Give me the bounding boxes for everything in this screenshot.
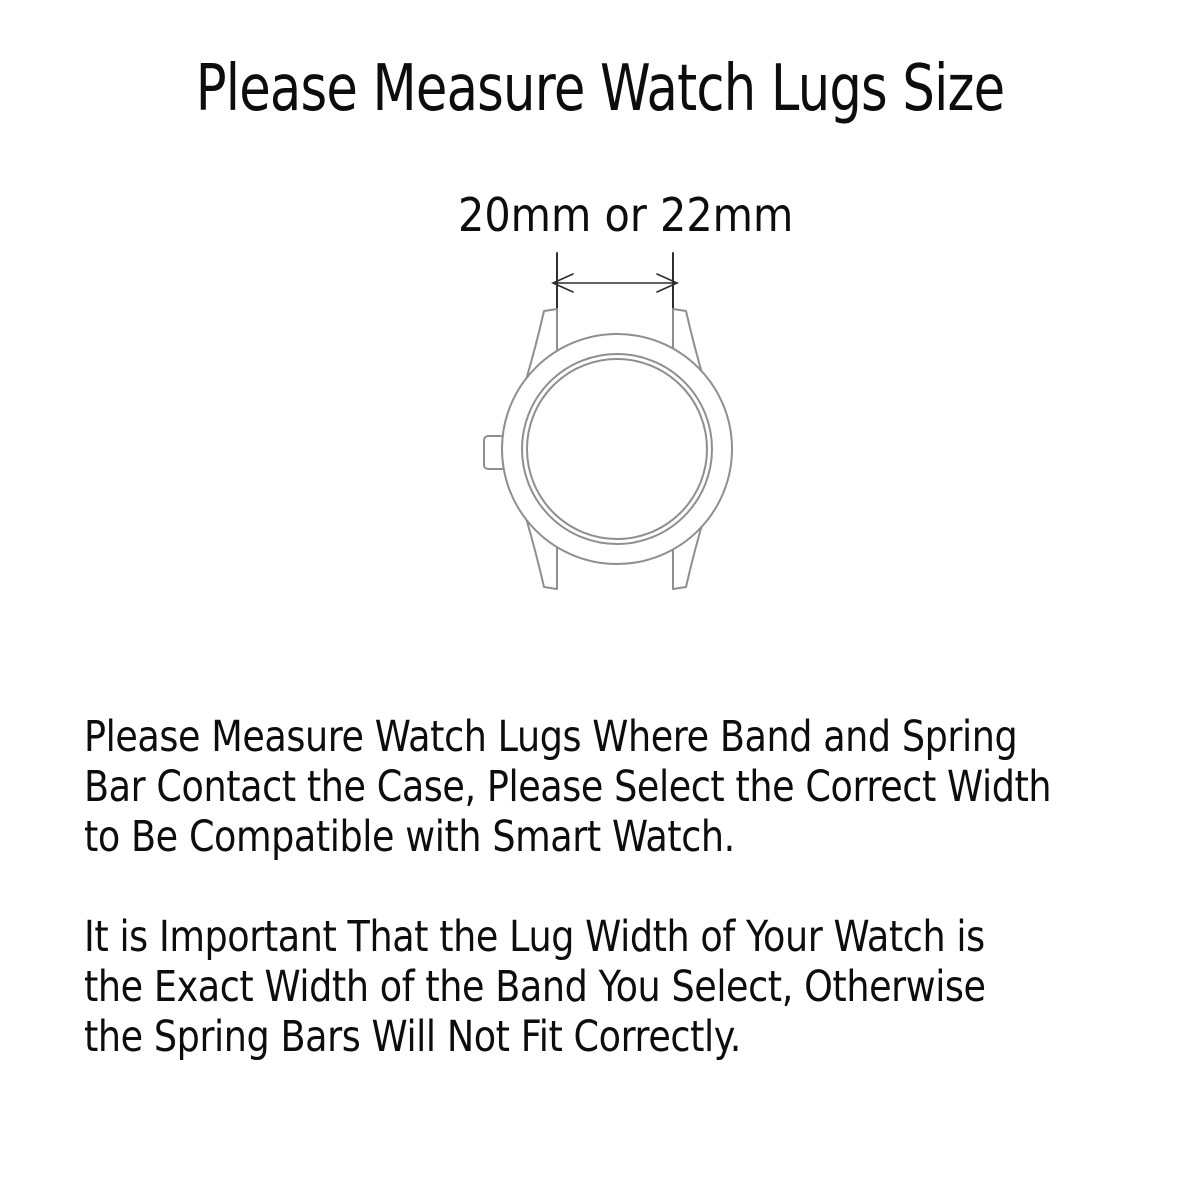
watch-lug-diagram bbox=[440, 240, 800, 660]
instruction-text-block bbox=[84, 712, 1200, 1062]
instruction-paragraph-2 bbox=[84, 912, 1033, 1062]
watch-outline-group bbox=[484, 309, 732, 589]
watch-case-circle bbox=[502, 334, 732, 564]
paragraph2-line2: the Exact Width of the Band You Select, Otherwise bbox=[84, 962, 986, 1012]
dimension-arrow-group bbox=[553, 253, 677, 310]
page-title: Please Measure Watch Lugs Size bbox=[195, 52, 1005, 126]
paragraph1-line1: Please Measure Watch Lugs Where Band and Spring bbox=[84, 712, 1018, 762]
paragraph1-line2: Bar Contact the Case, Please Select the Correct Width bbox=[84, 762, 1052, 812]
lug-width-dimension-label: 20mm or 22mm bbox=[458, 188, 794, 242]
paragraph2-line3: the Spring Bars Will Not Fit Correctly. bbox=[84, 1012, 741, 1062]
paragraph1-line3: to Be Compatible with Smart Watch. bbox=[84, 812, 735, 862]
paragraph2-line1: It is Important That the Lug Width of Your Watch is bbox=[84, 912, 985, 962]
instruction-paragraph-1 bbox=[84, 712, 1052, 862]
